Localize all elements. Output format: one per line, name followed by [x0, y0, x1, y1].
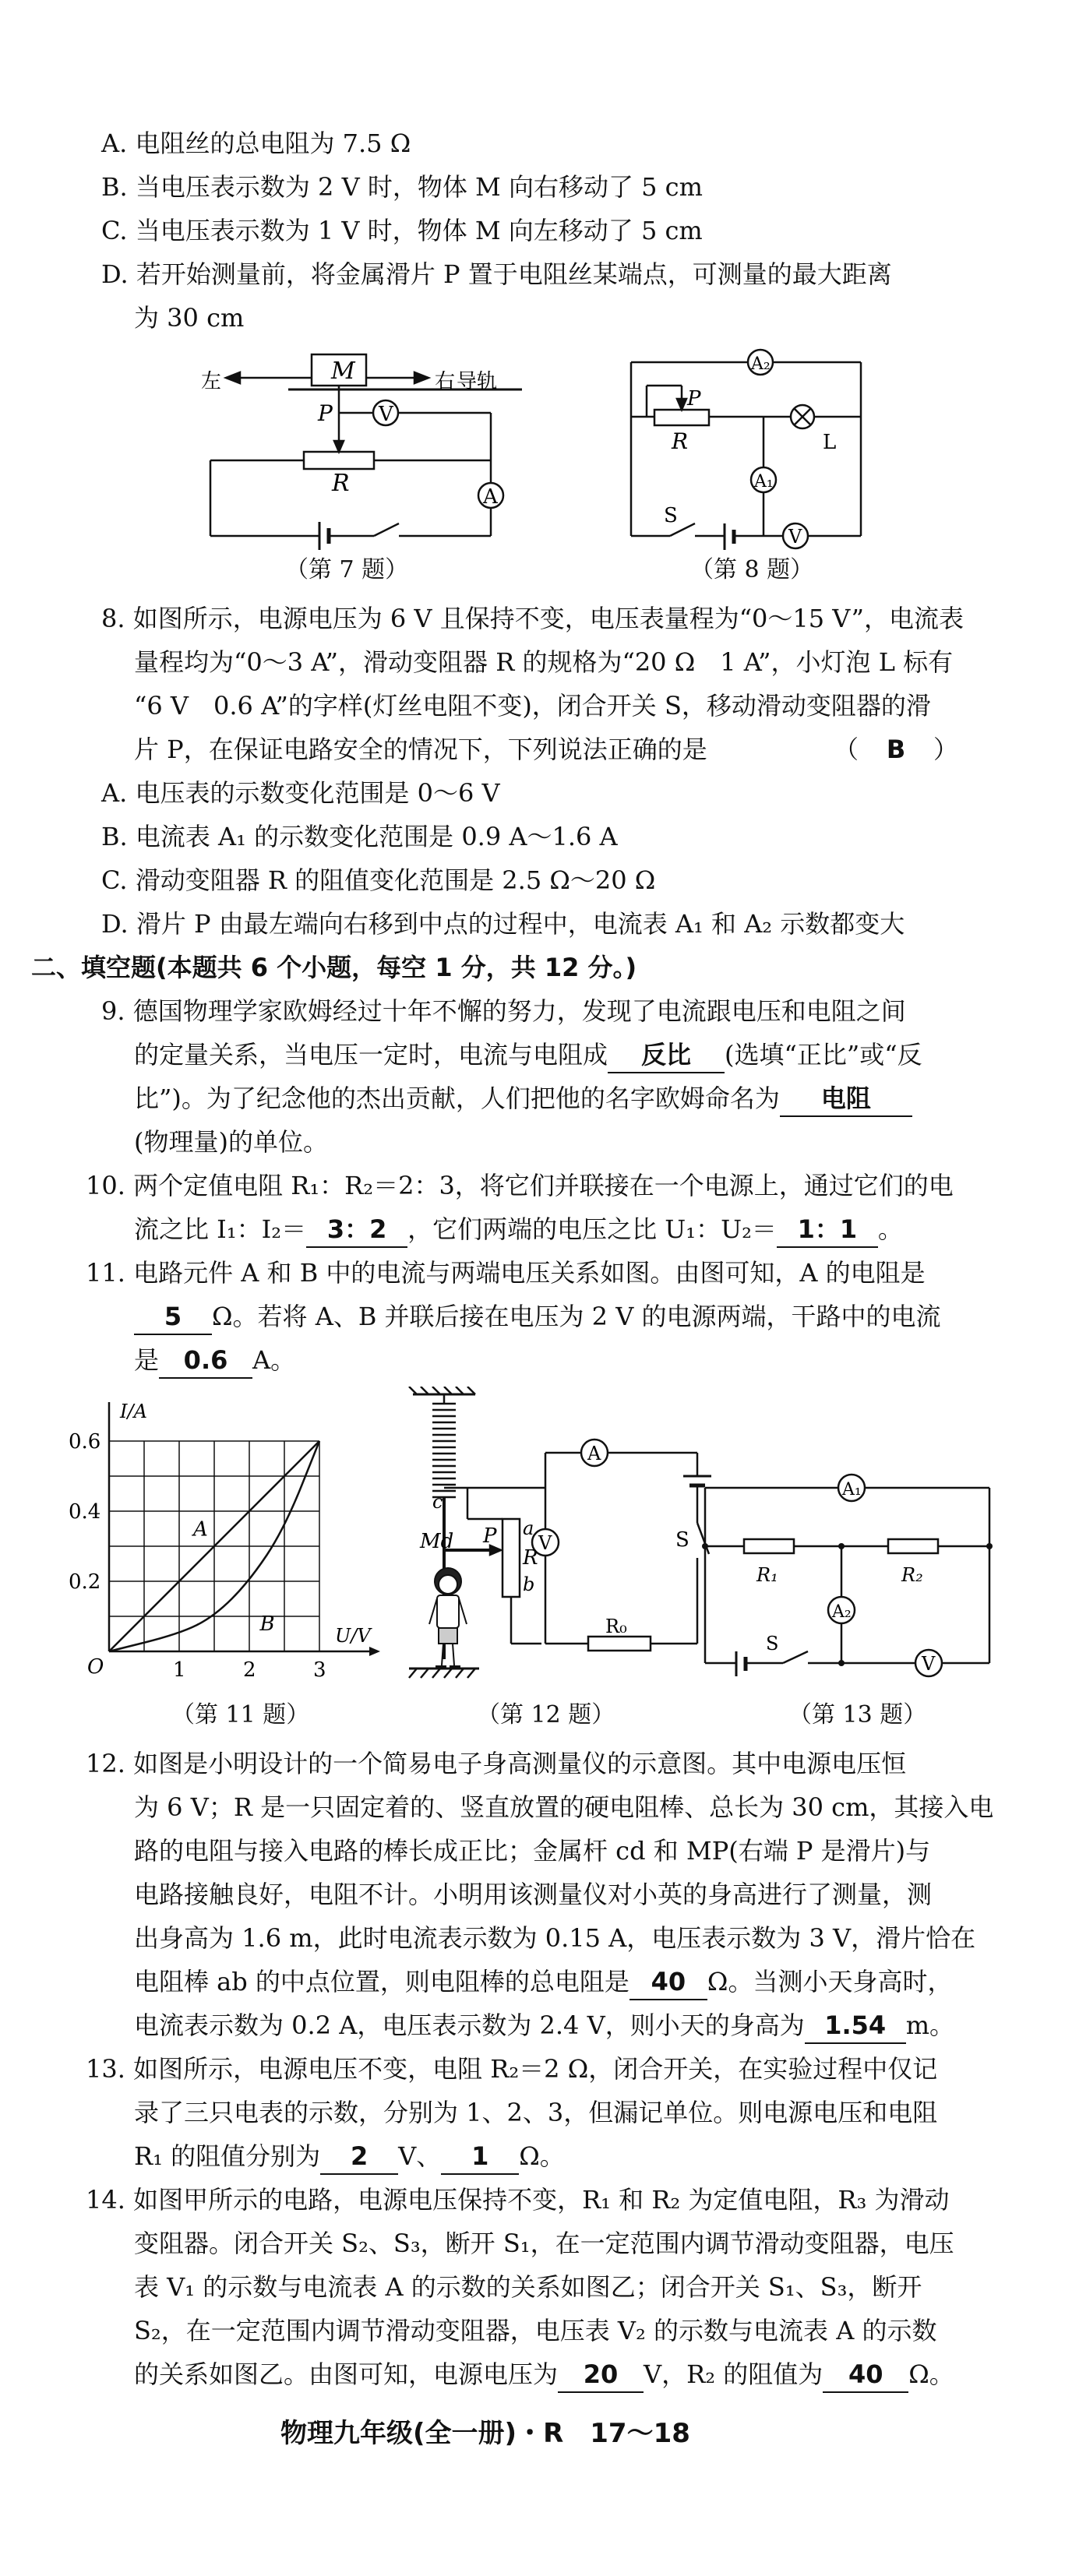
figure-12-circuit — [401, 1387, 728, 1706]
q12-line-3: 路的电阻与接入电路的棒长成正比；金属杆 cd 和 MP(右端 P 是滑片)与 — [134, 1836, 931, 1866]
figure-13-circuit — [697, 1464, 1001, 1690]
fig8-p-label: P — [687, 387, 701, 411]
page-footer: 物理九年级(全一册)・R 17～18 — [280, 2418, 690, 2449]
figure-11-chart — [62, 1402, 405, 1698]
figure-7-caption: （第 7 题） — [285, 556, 409, 583]
fig12-r0-label: R₀ — [605, 1616, 627, 1637]
fig13-r2-label: R₂ — [901, 1564, 923, 1586]
x-tick-label: 2 — [243, 1658, 256, 1682]
q7-option-d: D. 若开始测量前，将金属滑片 P 置于电阻丝某端点，可测量的最大距离 — [101, 259, 892, 289]
person-icon — [429, 1568, 467, 1667]
fig12-md-label: Md — [420, 1530, 454, 1553]
y-tick-label: 0.6 — [69, 1430, 101, 1454]
figure-8-caption: （第 8 题） — [690, 556, 814, 583]
fig13-a1-label: A₁ — [842, 1480, 862, 1499]
y-axis-label: I/A — [120, 1402, 147, 1422]
q14-answer-1: 20 — [558, 2357, 644, 2393]
q12-line-7: 电流表示数为 0.2 A，电压表示数为 2.4 V，则小天的身高为 1.54 m。 — [134, 2008, 954, 2044]
fig7-m-label: M — [331, 358, 355, 385]
fig12-a-label: a — [523, 1517, 534, 1539]
chart-ticks — [69, 1430, 326, 1682]
q9-line-3: 比”)。为了纪念他的杰出贡献，人们把他的名字欧姆命名为 电阻 — [134, 1081, 912, 1117]
q9-answer-1: 反比 — [608, 1038, 725, 1073]
y-tick-label: 0.4 — [69, 1500, 101, 1524]
figure-8-circuit — [623, 343, 873, 553]
q13-line-2: 录了三只电表的示数，分别为 1、2、3，但漏记单位。则电源电压和电阻 — [134, 2098, 938, 2127]
q8-line-1: 8. 如图所示，电源电压为 6 V 且保持不变，电压表量程为“0～15 V”，电流表 — [101, 604, 964, 633]
fig8-s-label: S — [664, 504, 678, 527]
q10-answer-2: 1：1 — [777, 1212, 878, 1248]
q11-answer-2: 0.6 — [159, 1343, 252, 1379]
q11-line-2: 5 Ω。若将 A、B 并联后接在电压为 2 V 的电源两端，干路中的电流 — [134, 1299, 941, 1335]
fig13-a2-label: A₂ — [832, 1602, 852, 1622]
q14-line-2: 变阻器。闭合开关 S₂、S₃，断开 S₁，在一定范围内调节滑动变阻器，电压 — [134, 2229, 954, 2258]
q11-answer-1: 5 — [134, 1299, 212, 1335]
chart-axes — [87, 1402, 380, 1679]
y-tick-label: 0.2 — [69, 1570, 101, 1594]
q8-line-2: 量程均为“0～3 A”，滑动变阻器 R 的规格为“20 Ω 1 A”，小灯泡 L 标有 — [134, 647, 954, 677]
q8-answer: B — [886, 735, 906, 764]
q12-line-6: 电阻棒 ab 的中点位置，则电阻棒的总电阻是 40 Ω。当测小天身高时， — [134, 1965, 952, 2000]
origin-label: O — [87, 1655, 104, 1679]
fig8-a2-label: A₂ — [751, 354, 771, 374]
fig12-r-label: R — [523, 1546, 538, 1570]
q8-line-4: 片 P，在保证电路安全的情况下，下列说法正确的是 — [134, 735, 707, 764]
q13-line-1: 13. 如图所示，电源电压不变，电阻 R₂＝2 Ω，闭合开关，在实验过程中仅记 — [86, 2054, 938, 2084]
q8-line-3: “6 V 0.6 A”的字样(灯丝电阻不变)，闭合开关 S，移动滑动变阻器的滑 — [134, 691, 931, 721]
q7-option-a: A. 电阻丝的总电阻为 7.5 Ω — [101, 129, 411, 158]
q12-line-2: 为 6 V；R 是一只固定着的、竖直放置的硬电阻棒、总长为 30 cm，其接入电 — [134, 1792, 994, 1822]
figure-13-caption: （第 13 题） — [788, 1701, 927, 1728]
x-axis-label: U/V — [335, 1625, 371, 1647]
q8-bracket-open: （ — [834, 735, 859, 764]
fig7-rail-label: 导轨 — [457, 370, 498, 393]
fig12-voltmeter-label: V — [538, 1532, 552, 1554]
q14-line-5: 的关系如图乙。由图可知，电源电压为 20 V，R₂ 的阻值为 40 Ω。 — [134, 2357, 954, 2393]
series-label-A: A — [193, 1517, 208, 1542]
fig8-r-label: R — [672, 428, 689, 454]
q14-line-1: 14. 如图甲所示的电路，电源电压保持不变，R₁ 和 R₂ 为定值电阻，R₃ 为滑动 — [86, 2185, 950, 2215]
q13-answer-1: 2 — [320, 2139, 398, 2175]
fig8-v-label: V — [788, 526, 802, 548]
q14-answer-2: 40 — [823, 2357, 908, 2393]
fig7-right-label: 右 — [435, 370, 456, 393]
q12-answer-2: 1.54 — [805, 2008, 906, 2044]
q8-option-c: C. 滑动变阻器 R 的阻值变化范围是 2.5 Ω～20 Ω — [101, 865, 656, 895]
fig7-r-label: R — [332, 470, 350, 497]
fig13-s-label: S — [766, 1633, 779, 1654]
q8-option-b: B. 电流表 A₁ 的示数变化范围是 0.9 A～1.6 A — [101, 822, 618, 851]
q14-line-4: S₂，在一定范围内调节滑动变阻器，电压表 V₂ 的示数与电流表 A 的示数 — [134, 2316, 937, 2345]
figure-7-circuit — [195, 343, 530, 553]
figure-11-caption: （第 11 题） — [171, 1701, 310, 1728]
q11-line-3: 是 0.6 A。 — [134, 1343, 295, 1379]
series-label-B: B — [259, 1612, 275, 1636]
fig12-ammeter-label: A — [587, 1443, 601, 1464]
q12-line-4: 电路接触良好，电阻不计。小明用该测量仪对小英的身高进行了测量，测 — [134, 1880, 933, 1909]
q8-answer-bracket — [834, 732, 958, 766]
q13-line-3: R₁ 的阻值分别为 2 V、 1 Ω。 — [134, 2139, 565, 2175]
fig12-p-label: P — [483, 1524, 497, 1548]
q8-option-d: D. 滑片 P 由最左端向右移到中点的过程中，电流表 A₁ 和 A₂ 示数都变大 — [101, 909, 905, 939]
fig13-r1-label: R₁ — [756, 1564, 778, 1586]
q9-line-1: 9. 德国物理学家欧姆经过十年不懈的努力，发现了电流跟电压和电阻之间 — [101, 996, 906, 1026]
q13-answer-2: 1 — [441, 2139, 519, 2175]
q12-answer-1: 40 — [629, 1965, 707, 2000]
q14-line-3: 表 V₁ 的示数与电流表 A 的示数的关系如图乙；闭合开关 S₁、S₃，断开 — [134, 2272, 922, 2302]
x-tick-label: 1 — [173, 1658, 186, 1682]
q10-line-2: 流之比 I₁：I₂＝ 3：2 ，它们两端的电压之比 U₁：U₂＝ 1：1 。 — [134, 1212, 903, 1248]
fig12-b-label: b — [523, 1573, 535, 1595]
q7-option-b: B. 当电压表示数为 2 V 时，物体 M 向右移动了 5 cm — [101, 172, 703, 202]
fig7-voltmeter-label: V — [379, 403, 393, 426]
fig7-p-label: P — [318, 400, 333, 426]
x-tick-label: 3 — [313, 1658, 326, 1682]
q7-option-c: C. 当电压表示数为 1 V 时，物体 M 向左移动了 5 cm — [101, 216, 703, 245]
fig7-ammeter-label: A — [483, 485, 498, 509]
fig12-c-label: c — [432, 1491, 443, 1513]
section-2-title: 二、填空题(本题共 6 个小题，每空 1 分，共 12 分。) — [31, 953, 637, 982]
fig7-left-label: 左 — [201, 370, 222, 393]
fig8-a1-label: A₁ — [754, 472, 774, 492]
q9-line-4: (物理量)的单位。 — [134, 1127, 328, 1157]
q8-bracket-close: ） — [933, 735, 959, 764]
q8-option-a: A. 电压表的示数变化范围是 0～6 V — [101, 778, 500, 808]
q12-line-5: 出身高为 1.6 m，此时电流表示数为 0.15 A，电压表示数为 3 V，滑片恰在 — [134, 1923, 976, 1953]
fig13-v-label: V — [922, 1653, 936, 1675]
fig8-l-label: L — [823, 431, 837, 454]
x-axis-arrow — [369, 1647, 380, 1656]
q9-answer-2: 电阻 — [780, 1081, 912, 1117]
q10-answer-1: 3：2 — [306, 1212, 407, 1248]
q9-line-2: 的定量关系，当电压一定时，电流与电阻成 反比 (选填“正比”或“反 — [134, 1038, 922, 1073]
q11-line-1: 11. 电路元件 A 和 B 中的电流与两端电压关系如图。由图可知，A 的电阻是 — [86, 1258, 926, 1288]
q7-option-d-cont: 为 30 cm — [134, 303, 245, 333]
fig12-s-label: S — [675, 1528, 689, 1552]
q10-line-1: 10. 两个定值电阻 R₁：R₂＝2：3，将它们并联接在一个电源上，通过它们的电 — [86, 1171, 954, 1200]
q12-line-1: 12. 如图是小明设计的一个简易电子身高测量仪的示意图。其中电源电压恒 — [86, 1749, 907, 1778]
figure-12-caption: （第 12 题） — [477, 1701, 615, 1728]
